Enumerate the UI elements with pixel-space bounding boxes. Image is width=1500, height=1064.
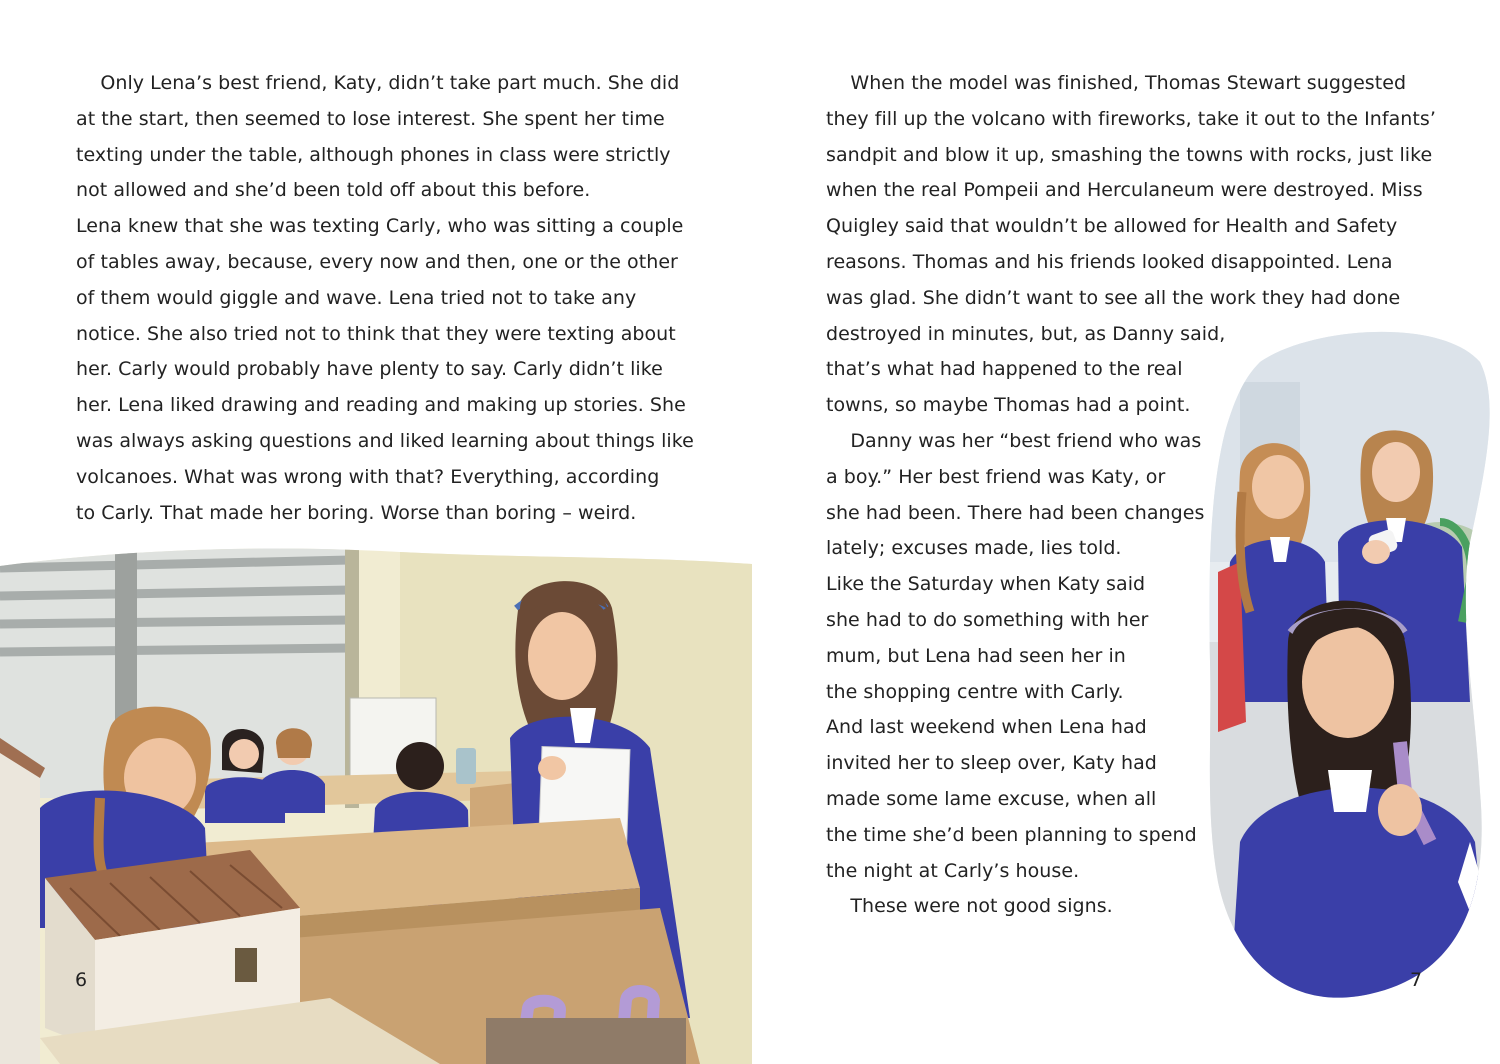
- text-line: made some lame excuse, when all: [826, 787, 1157, 810]
- text-line: invited her to sleep over, Katy had: [826, 752, 1157, 775]
- text-line: Quigley said that wouldn’t be allowed for Health and Safety: [826, 215, 1398, 238]
- text-line: mum, but Lena had seen her in: [826, 644, 1126, 667]
- text-line: to Carly. That made her boring. Worse than boring – weird.: [76, 501, 637, 524]
- text-line: When the model was finished, Thomas Stewart suggested: [826, 72, 1407, 94]
- text-line: her. Carly would probably have plenty to say. Carly didn’t like: [76, 358, 663, 381]
- text-line: Lena knew that she was texting Carly, who was sitting a couple: [76, 215, 684, 238]
- text-line: texting under the table, although phones in class were strictly: [76, 143, 671, 166]
- text-line: the time she’d been planning to spend: [826, 823, 1197, 846]
- text-line: reasons. Thomas and his friends looked disappointed. Lena: [826, 250, 1393, 273]
- text-line: Like the Saturday when Katy said: [826, 573, 1146, 596]
- text-line: towns, so maybe Thomas had a point.: [826, 394, 1191, 417]
- text-line: volcanoes. What was wrong with that? Everything, according: [76, 465, 660, 488]
- text-line: of tables away, because, every now and then, one or the other: [76, 250, 678, 273]
- text-line: lately; excuses made, lies told.: [826, 537, 1122, 560]
- text-line: of them would giggle and wave. Lena tried not to take any: [76, 286, 637, 309]
- classroom-illustration: [0, 548, 752, 1064]
- text-line: Only Lena’s best friend, Katy, didn’t take part much. She did: [76, 72, 680, 94]
- text-line: a boy.” Her best friend was Katy, or: [826, 465, 1166, 488]
- text-line: when the real Pompeii and Herculaneum were destroyed. Miss: [826, 179, 1423, 202]
- text-line: was always asking questions and liked learning about things like: [76, 429, 694, 452]
- text-line: not allowed and she’d been told off about this before.: [76, 179, 591, 202]
- text-line: she had been. There had been changes: [826, 501, 1205, 524]
- text-line: at the start, then seemed to lose interest. She spent her time: [76, 107, 665, 130]
- text-line: was glad. She didn’t want to see all the work they had done: [826, 286, 1401, 309]
- girls-illustration: [1200, 322, 1500, 1000]
- text-line: they fill up the volcano with fireworks, take it out to the Infants’: [826, 107, 1436, 130]
- text-line: These were not good signs.: [826, 895, 1113, 918]
- text-line: notice. She also tried not to think that they were texting about: [76, 322, 676, 345]
- text-line: her. Lena liked drawing and reading and making up stories. She: [76, 394, 686, 417]
- text-line: that’s what had happened to the real: [826, 358, 1183, 381]
- page-number-left: 6: [75, 969, 88, 991]
- text-line: the shopping centre with Carly.: [826, 680, 1124, 703]
- text-line: she had to do something with her: [826, 608, 1149, 631]
- text-line: And last weekend when Lena had: [826, 716, 1147, 739]
- text-line: destroyed in minutes, but, as Danny said,: [826, 322, 1226, 345]
- text-line: sandpit and blow it up, smashing the towns with rocks, just like: [826, 143, 1433, 166]
- left-page-text: [76, 66, 694, 531]
- text-line: Danny was her “best friend who was: [826, 429, 1202, 452]
- page-number-right: 7: [1410, 969, 1423, 991]
- text-line: the night at Carly’s house.: [826, 859, 1080, 882]
